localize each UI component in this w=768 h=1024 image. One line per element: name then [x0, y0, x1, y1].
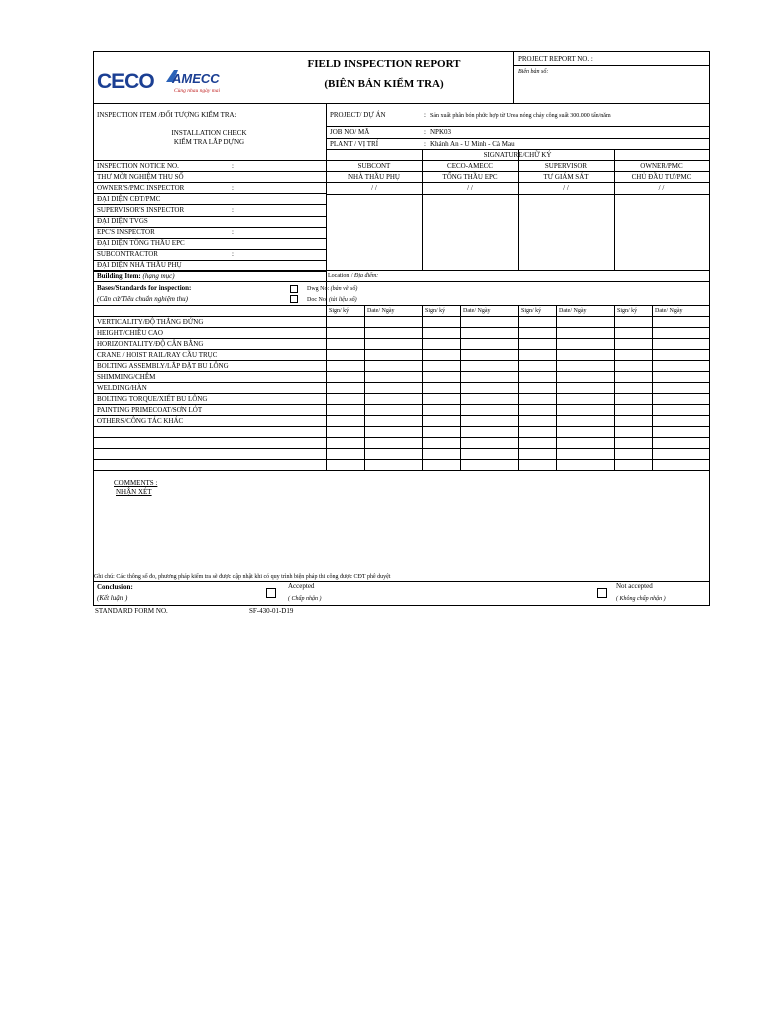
date-header: Date/ Ngày	[367, 307, 395, 314]
checklist-date-cell[interactable]	[557, 438, 613, 447]
checklist-date-cell[interactable]	[365, 460, 421, 469]
inspection-item-label: INSPECTION ITEM /ĐỐI TƯỢNG KIỂM TRA:	[97, 111, 237, 119]
checklist-sign-cell[interactable]	[519, 328, 555, 337]
checklist-sign-cell[interactable]	[423, 438, 459, 447]
inspection-report-form: CECO AMECC Cùng nhau ngày mai FIELD INSPECTION REPORT (BIÊN BẢN KIỂM TRA) PROJECT REPORT NO. : Biên bản số: INSPECTION ITEM /ĐỐI TƯỢNG KIỂM TRA: INSTALLATION CHECK KIỂM TRA LẮP DỰNG PROJECT/ DỰ ÁN : Sản xuất phân bón phức hợp từ Urea nóng chảy công suất 300.000 tấn/năm JOB NO/ MÃ : NPK03 PLANT / VỊ TRÍ : Khánh An - U Minh - Cà Mau SIGNATURE/CHỮ KÝ SUBCONT NHÀ THẦU PHỤ / / CECO-AMECC TỔNG THẦU EPC / / SUPERVISOR TƯ GIÁM SÁT / / OWNER/PMC CHỦ ĐẦU TƯ/PMC / / INSPECTION NOTICE NO. : THƯ MỜI NGHIỆM THU SỐ OWNER'S/PMC INSPECTOR : ĐẠI DIỆN CĐT/PMC SUPERVISOR'S INSPECTOR : ĐẠI DIỆN TVGS EPC'S INSPECTOR : ĐẠI DIỆN TỔNG THẦU EPC SUBCONTRACTOR : ĐẠI DIỆN NHÀ THẦU PHỤ Sign/ ký Date/ Ngày Sign/ ký Date/ Ngày Sign/ ký Date/ Ngày Sign/ ký Date/ Ngày VERTICALITY/ĐỘ THẲNG ĐỨNG HEIGHT/CHIỀU CAO HORIZONTALITY/ĐỘ CÂN BẰNG CRANE / HOIST RAIL/RAY CẦU TRỤC BOLTING ASSEMBLY/LẮP ĐẶT BU LÔNG SHIMMING/CHÊM WELDING/HÀN BOLTING TORQUE/XIẾT BU LÔNG PAINTING PRIMECOAT/SƠN LÓT OTHERS/CÔNG TÁC KHÁC Building Item: (hạng mục) Location / Địa điểm: Bases/Standards for inspection: (Căn cứ/Tiêu chuẩn nghiệm thu) Dwg No: (bản vẽ số) Doc No: (tài liệu số) COMMENTS : NHẬN XÉT Ghi chú: Các thông số đo, phương pháp kiểm tra sẽ được cập nhật khi có quy trình biện pháp thi công được CĐT phê duyệt Conclusion: (Kết luận ) Accepted ( Chấp nhận ) Not accepted ( Không chấp nhận )	[93, 51, 710, 606]
checklist-date-cell[interactable]	[365, 394, 421, 403]
inspector-row-label: ĐẠI DIỆN NHÀ THẦU PHỤ	[97, 261, 182, 270]
plant-label: PLANT / VỊ TRÍ	[330, 140, 379, 148]
inspection-item-vi: KIỂM TRA LẮP DỰNG	[173, 138, 245, 146]
report-title-en: FIELD INSPECTION REPORT	[307, 58, 461, 70]
checklist-sign-cell[interactable]	[615, 350, 651, 359]
checklist-sign-cell[interactable]	[327, 383, 363, 392]
checklist-sign-cell[interactable]	[519, 427, 555, 436]
checklist-date-cell[interactable]	[653, 394, 708, 403]
report-no-vi: Biên bản số:	[518, 69, 549, 75]
signature-col-header: OWNER/PMC	[640, 162, 683, 170]
checklist-date-cell[interactable]	[653, 339, 708, 348]
conclusion-label: Conclusion:	[97, 583, 133, 591]
checklist-date-cell[interactable]	[365, 372, 421, 381]
checklist-sign-cell[interactable]	[327, 405, 363, 414]
sign-header: Sign/ ký	[521, 307, 542, 314]
checklist-date-cell[interactable]	[653, 416, 708, 425]
checklist-item: VERTICALITY/ĐỘ THẲNG ĐỨNG	[97, 317, 204, 326]
checklist-sign-cell[interactable]	[519, 416, 555, 425]
checklist-sign-cell[interactable]	[615, 405, 651, 414]
inspector-row-label: ĐẠI DIỆN CĐT/PMC	[97, 194, 161, 203]
dwg-label: Dwg No: (bản vẽ số)	[307, 286, 358, 292]
checklist-date-cell[interactable]	[557, 350, 613, 359]
checklist-sign-cell[interactable]	[423, 449, 459, 458]
checklist-sign-cell[interactable]	[327, 339, 363, 348]
checklist-date-cell[interactable]	[461, 460, 517, 469]
checklist-sign-cell[interactable]	[615, 383, 651, 392]
checklist-date-cell[interactable]	[461, 449, 517, 458]
date-header: Date/ Ngày	[559, 307, 587, 314]
checklist-item: WELDING/HÀN	[97, 383, 147, 392]
checklist-sign-cell[interactable]	[519, 372, 555, 381]
signature-col-header: SUPERVISOR	[544, 162, 588, 170]
inspector-row-label: ĐẠI DIỆN TỔNG THẦU EPC	[97, 239, 185, 248]
signature-col-header-vi: TỔNG THẦU EPC	[442, 173, 498, 181]
inspection-item-en: INSTALLATION CHECK	[171, 129, 247, 137]
checklist-date-cell[interactable]	[557, 449, 613, 458]
checklist-sign-cell[interactable]	[423, 416, 459, 425]
checklist-sign-cell[interactable]	[327, 350, 363, 359]
amecc-logo-text: AMECC	[172, 71, 220, 86]
dwg-checkbox[interactable]	[290, 285, 298, 293]
checklist-date-cell[interactable]	[653, 372, 708, 381]
checklist-item: BOLTING ASSEMBLY/LẮP ĐẶT BU LÔNG	[97, 361, 229, 370]
report-no-label: PROJECT REPORT NO. :	[518, 55, 593, 63]
checklist-sign-cell[interactable]	[615, 427, 651, 436]
comments-label-vi: NHẬN XÉT	[116, 488, 152, 496]
checklist-date-cell[interactable]	[461, 427, 517, 436]
checklist-sign-cell[interactable]	[615, 460, 651, 469]
checklist-sign-cell[interactable]	[327, 460, 363, 469]
signature-box[interactable]	[520, 196, 612, 270]
job-value: NPK03	[430, 128, 452, 136]
standard-form-no: SF-430-01-D19	[249, 607, 294, 615]
job-label: JOB NO/ MÃ	[330, 128, 370, 136]
checklist-date-cell[interactable]	[461, 394, 517, 403]
accepted-label-vi: ( Chấp nhận )	[288, 596, 322, 602]
signature-date-mark: / /	[467, 184, 473, 192]
location-label: Location / Địa điểm:	[328, 273, 379, 279]
checklist-sign-cell[interactable]	[519, 460, 555, 469]
inspector-row-colon: :	[232, 250, 234, 259]
checklist-item: PAINTING PRIMECOAT/SƠN LÓT	[97, 405, 203, 414]
checklist-sign-cell[interactable]	[327, 449, 363, 458]
checklist-date-cell[interactable]	[557, 383, 613, 392]
inspector-row-label: EPC'S INSPECTOR	[97, 228, 155, 237]
report-no-field[interactable]	[514, 77, 709, 102]
accepted-checkbox[interactable]	[266, 588, 276, 598]
checklist-date-cell[interactable]	[461, 438, 517, 447]
checklist-date-cell[interactable]	[557, 405, 613, 414]
checklist-sign-cell[interactable]	[423, 361, 459, 370]
checklist-sign-cell[interactable]	[423, 372, 459, 381]
checklist-item: CRANE / HOIST RAIL/RAY CẦU TRỤC	[97, 350, 218, 359]
signature-heading: SIGNATURE/CHỮ KÝ	[483, 151, 552, 159]
checklist-sign-cell[interactable]	[615, 328, 651, 337]
checklist-sign-cell[interactable]	[327, 438, 363, 447]
inspector-row-colon: :	[232, 161, 234, 170]
checklist-date-cell[interactable]	[365, 449, 421, 458]
signature-date-mark: / /	[371, 184, 377, 192]
checklist-item: BOLTING TORQUE/XIẾT BU LÔNG	[97, 394, 208, 403]
checklist-date-cell[interactable]	[557, 394, 613, 403]
checklist-sign-cell[interactable]	[519, 317, 555, 326]
checklist-sign-cell[interactable]	[423, 328, 459, 337]
checklist-sign-cell[interactable]	[327, 328, 363, 337]
checklist-sign-cell[interactable]	[327, 416, 363, 425]
checklist-sign-cell[interactable]	[519, 383, 555, 392]
checklist-sign-cell[interactable]	[423, 460, 459, 469]
signature-col-header-vi: CHỦ ĐẦU TƯ/PMC	[631, 173, 692, 181]
not-accepted-label-vi: ( Không chấp nhận )	[616, 596, 666, 602]
checklist-date-cell[interactable]	[461, 372, 517, 381]
checklist-date-cell[interactable]	[365, 339, 421, 348]
signature-box[interactable]	[328, 196, 420, 270]
accepted-label: Accepted	[288, 582, 315, 590]
checklist-date-cell[interactable]	[653, 449, 708, 458]
signature-col-header: CECO-AMECC	[447, 162, 493, 170]
report-title-vi: (BIÊN BẢN KIỂM TRA)	[324, 78, 444, 90]
not-accepted-label: Not accepted	[616, 582, 653, 590]
ceco-logo	[96, 69, 158, 91]
checklist-date-cell[interactable]	[365, 350, 421, 359]
amecc-logo	[164, 66, 228, 96]
checklist-date-cell[interactable]	[365, 438, 421, 447]
inspector-row-colon: :	[232, 228, 234, 237]
signature-box[interactable]	[424, 196, 516, 270]
doc-label: Doc No: (tài liệu số)	[307, 297, 357, 303]
sign-header: Sign/ ký	[425, 307, 446, 314]
not-accepted-checkbox[interactable]	[597, 588, 607, 598]
checklist-date-cell[interactable]	[461, 350, 517, 359]
signature-col-header: SUBCONT	[357, 162, 391, 170]
inspector-row-label: OWNER'S/PMC INSPECTOR	[97, 183, 185, 192]
checklist-date-cell[interactable]	[461, 328, 517, 337]
bases-label-vi: (Căn cứ/Tiêu chuẩn nghiệm thu)	[97, 295, 188, 303]
checklist-sign-cell[interactable]	[519, 361, 555, 370]
checklist-date-cell[interactable]	[365, 405, 421, 414]
inspector-row-colon: :	[232, 183, 234, 192]
inspector-row-label: SUBCONTRACTOR	[97, 250, 158, 259]
checklist-date-cell[interactable]	[365, 416, 421, 425]
checklist-date-cell[interactable]	[653, 328, 708, 337]
signature-box[interactable]	[616, 196, 707, 270]
checklist-sign-cell[interactable]	[423, 339, 459, 348]
checklist-sign-cell[interactable]	[423, 317, 459, 326]
checklist-date-cell[interactable]	[557, 317, 613, 326]
checklist-date-cell[interactable]	[557, 460, 613, 469]
standard-form-label: STANDARD FORM NO.	[95, 607, 168, 615]
checklist-sign-cell[interactable]	[327, 317, 363, 326]
checklist-sign-cell[interactable]	[519, 405, 555, 414]
checklist-date-cell[interactable]	[461, 361, 517, 370]
project-label: PROJECT/ DỰ ÁN	[330, 111, 386, 119]
checklist-sign-cell[interactable]	[327, 394, 363, 403]
checklist-sign-cell[interactable]	[615, 339, 651, 348]
checklist-date-cell[interactable]	[653, 361, 708, 370]
checklist-sign-cell[interactable]	[519, 339, 555, 348]
checklist-sign-cell[interactable]	[519, 438, 555, 447]
inspector-row-colon: :	[232, 205, 234, 214]
checklist-date-cell[interactable]	[461, 317, 517, 326]
location-field[interactable]	[394, 271, 708, 281]
comments-label: COMMENTS :	[114, 479, 158, 487]
checklist-date-cell[interactable]	[557, 361, 613, 370]
checklist-sign-cell[interactable]	[423, 427, 459, 436]
doc-checkbox[interactable]	[290, 295, 298, 303]
checklist-sign-cell[interactable]	[423, 394, 459, 403]
inspector-row-label: INSPECTION NOTICE NO.	[97, 161, 179, 170]
checklist-item: HORIZONTALITY/ĐỘ CÂN BẰNG	[97, 339, 204, 348]
checklist-date-cell[interactable]	[365, 361, 421, 370]
inspector-row-label: SUPERVISOR'S INSPECTOR	[97, 205, 185, 214]
checklist-date-cell[interactable]	[365, 328, 421, 337]
comments-note: Ghi chú: Các thông số đo, phương pháp kiểm tra sẽ được cập nhật khi có quy trình biện pháp thi công được CĐT phê duyệt	[94, 574, 391, 580]
comments-field[interactable]	[96, 498, 707, 570]
signature-col-header-vi: NHÀ THẦU PHỤ	[348, 173, 400, 181]
checklist-sign-cell[interactable]	[519, 394, 555, 403]
checklist-date-cell[interactable]	[557, 427, 613, 436]
checklist-sign-cell[interactable]	[615, 394, 651, 403]
checklist-sign-cell[interactable]	[423, 383, 459, 392]
checklist-date-cell[interactable]	[557, 339, 613, 348]
checklist-date-cell[interactable]	[653, 317, 708, 326]
checklist-item: HEIGHT/CHIỀU CAO	[97, 328, 163, 337]
checklist-date-cell[interactable]	[461, 416, 517, 425]
building-item-label: Building Item: (hạng mục)	[97, 272, 175, 280]
checklist-item: OTHERS/CÔNG TÁC KHÁC	[97, 416, 184, 425]
checklist-sign-cell[interactable]	[423, 405, 459, 414]
checklist-date-cell[interactable]	[557, 416, 613, 425]
date-header: Date/ Ngày	[655, 307, 683, 314]
sign-header: Sign/ ký	[329, 307, 350, 314]
checklist-date-cell[interactable]	[461, 383, 517, 392]
checklist-sign-cell[interactable]	[615, 361, 651, 370]
checklist-sign-cell[interactable]	[327, 427, 363, 436]
checklist-date-cell[interactable]	[653, 383, 708, 392]
checklist-sign-cell[interactable]	[519, 449, 555, 458]
amecc-tagline: Cùng nhau ngày mai	[174, 88, 220, 94]
plant-value: Khánh An - U Minh - Cà Mau	[430, 140, 515, 148]
conclusion-label-vi: (Kết luận )	[97, 594, 128, 602]
signature-date-mark: / /	[563, 184, 569, 192]
project-value: Sản xuất phân bón phức hợp từ Urea nóng chảy công suất 300.000 tấn/năm	[430, 113, 611, 119]
checklist-date-cell[interactable]	[365, 427, 421, 436]
checklist-date-cell[interactable]	[461, 339, 517, 348]
checklist-sign-cell[interactable]	[615, 372, 651, 381]
checklist-sign-cell[interactable]	[423, 350, 459, 359]
checklist-date-cell[interactable]	[461, 405, 517, 414]
signature-col-header-vi: TƯ GIÁM SÁT	[543, 173, 589, 181]
checklist-sign-cell[interactable]	[615, 438, 651, 447]
checklist-sign-cell[interactable]	[327, 372, 363, 381]
checklist-date-cell[interactable]	[557, 372, 613, 381]
inspector-row-label: ĐẠI DIỆN TVGS	[97, 217, 148, 225]
checklist-date-cell[interactable]	[365, 317, 421, 326]
checklist-item: SHIMMING/CHÊM	[97, 372, 156, 381]
checklist-date-cell[interactable]	[653, 460, 708, 469]
checklist-date-cell[interactable]	[557, 328, 613, 337]
checklist-sign-cell[interactable]	[615, 416, 651, 425]
checklist-date-cell[interactable]	[653, 438, 708, 447]
checklist-sign-cell[interactable]	[615, 317, 651, 326]
checklist-date-cell[interactable]	[365, 383, 421, 392]
inspector-row-label: THƯ MỜI NGHIỆM THU SỐ	[97, 172, 184, 181]
bases-label: Bases/Standards for inspection:	[97, 284, 192, 292]
checklist-date-cell[interactable]	[653, 427, 708, 436]
checklist-date-cell[interactable]	[653, 405, 708, 414]
signature-date-mark: / /	[658, 184, 665, 192]
checklist-date-cell[interactable]	[653, 350, 708, 359]
checklist-sign-cell[interactable]	[615, 449, 651, 458]
checklist-sign-cell[interactable]	[327, 361, 363, 370]
date-header: Date/ Ngày	[463, 307, 491, 314]
ceco-logo-text: CECO	[97, 70, 154, 91]
sign-header: Sign/ ký	[617, 307, 638, 314]
checklist-sign-cell[interactable]	[519, 350, 555, 359]
